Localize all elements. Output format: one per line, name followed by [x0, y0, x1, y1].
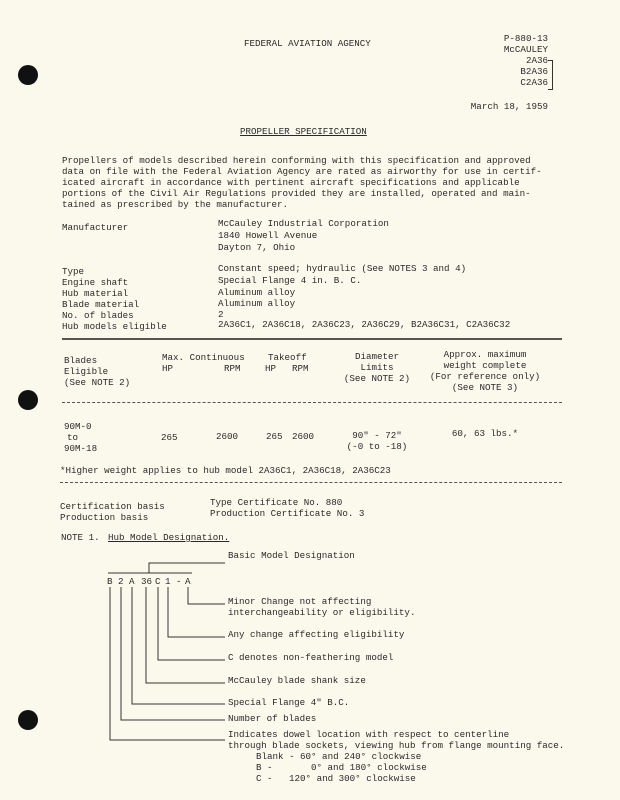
weight-footnote: *Higher weight applies to hub model 2A36C1, 2A36C18, 2A36C23 — [60, 465, 391, 476]
spec-value: Constant speed; hydraulic (See NOTES 3 and 4) — [218, 263, 467, 274]
cell-diameter: 90" - 72" — [352, 430, 402, 441]
intro-line: data on file with the Federal Aviation Agency are rated as airworthy for use in certif- — [62, 166, 542, 177]
legend-any-change: Any change affecting eligibility — [228, 629, 405, 640]
spec-label: Engine shaft — [62, 277, 129, 288]
cell-diameter: (-0 to -18) — [346, 441, 408, 452]
basis-value: Production Certificate No. 3 — [210, 508, 365, 519]
legend-basic: Basic Model Designation — [228, 550, 355, 561]
dowel-key: C - — [256, 773, 273, 784]
header-diameter: Limits — [360, 362, 394, 373]
basis-label: Production basis — [60, 512, 149, 523]
basis-value: Type Certificate No. 880 — [210, 497, 343, 508]
code-char: 2 — [118, 576, 124, 587]
manufacturer-label: Manufacturer — [62, 222, 129, 233]
code-char: - — [176, 576, 182, 587]
intro-line: icated aircraft in accordance with pertinent aircraft specifications and applicable — [62, 177, 520, 188]
header-weight: weight complete — [443, 360, 527, 371]
dowel-value: 60° and 240° clockwise — [300, 751, 422, 762]
code-char: C — [155, 576, 161, 587]
spec-label: No. of blades — [62, 310, 134, 321]
header-diameter: Diameter — [354, 351, 400, 362]
spec-value: 2 — [218, 309, 224, 320]
legend-flange: Special Flange 4" B.C. — [228, 697, 350, 708]
cell-blades: 90M-18 — [64, 443, 98, 454]
cell-max-rpm: 2600 — [216, 431, 239, 442]
dowel-key: B - — [256, 762, 273, 773]
spec-label: Type — [62, 266, 85, 277]
intro-line: tained as prescribed by the manufacturer. — [62, 199, 289, 210]
code-char: 1 — [165, 576, 171, 587]
spec-label: Hub models eligible — [62, 321, 167, 332]
maker: McCAULEY — [503, 44, 548, 55]
dowel-value: 120° and 300° clockwise — [289, 773, 416, 784]
code-char: A — [129, 576, 135, 587]
code-char: 36 — [141, 576, 153, 587]
cell-max-hp: 265 — [161, 432, 178, 443]
header-rpm: RPM — [292, 363, 309, 374]
header-blades: Blades — [64, 355, 98, 366]
cell-blades: 90M-0 — [64, 421, 92, 432]
intro-line: portions of the Civil Air Regulations provided they are installed, operated and main- — [62, 188, 531, 199]
header-hp: HP — [265, 363, 277, 374]
code-char: A — [185, 576, 191, 587]
legend-dowel: Indicates dowel location with respect to centerline — [228, 729, 510, 740]
spec-value: Aluminum alloy — [218, 287, 296, 298]
page-title: PROPELLER SPECIFICATION — [240, 126, 367, 137]
header-weight: (See NOTE 3) — [451, 382, 519, 393]
spec-label: Hub material — [62, 288, 129, 299]
header-weight: Approx. maximum — [443, 349, 527, 360]
manufacturer-line: 1840 Howell Avenue — [218, 230, 318, 241]
spec-label: Blade material — [62, 299, 140, 310]
intro-line: Propellers of models described herein conforming with this specification and approved — [62, 155, 531, 166]
note-title: Hub Model Designation. — [108, 532, 230, 543]
cell-weight: 60, 63 lbs.* — [451, 428, 519, 439]
dowel-key: Blank - — [256, 751, 295, 762]
legend-blades: Number of blades — [228, 713, 317, 724]
model: 2A36 — [525, 55, 548, 66]
header-blades: Eligible — [64, 366, 109, 377]
cell-blades: to — [67, 432, 79, 443]
legend-minor: interchangeability or eligibility. — [228, 607, 416, 618]
model: B2A36 — [520, 66, 548, 77]
legend-minor: Minor Change not affecting — [228, 596, 372, 607]
cell-takeoff-hp: 265 — [266, 431, 283, 442]
spec-value: 2A36C1, 2A36C18, 2A36C23, 2A36C29, B2A36C31, C2A36C32 — [218, 319, 511, 330]
header-max-continuous: Max. Continuous — [162, 352, 245, 363]
date: March 18, 1959 — [470, 101, 548, 112]
header-rpm: RPM — [224, 363, 241, 374]
spec-value: Aluminum alloy — [218, 298, 296, 309]
header-weight: (For reference only) — [429, 371, 541, 382]
code-char: B — [107, 576, 113, 587]
note-label: NOTE 1. — [61, 532, 100, 543]
model: C2A36 — [520, 77, 548, 88]
legend-shank: McCauley blade shank size — [228, 675, 366, 686]
agency-heading: FEDERAL AVIATION AGENCY — [244, 38, 371, 49]
manufacturer-line: McCauley Industrial Corporation — [218, 218, 389, 229]
header-blades: (See NOTE 2) — [64, 377, 131, 388]
header-hp: HP — [162, 363, 174, 374]
header-takeoff: Takeoff — [268, 352, 307, 363]
spec-value: Special Flange 4 in. B. C. — [218, 275, 362, 286]
manufacturer-line: Dayton 7, Ohio — [218, 242, 296, 253]
basis-label: Certification basis — [60, 501, 165, 512]
spec-number: P-880-13 — [503, 33, 548, 44]
dowel-value: 0° and 180° clockwise — [311, 762, 427, 773]
legend-c: C denotes non-feathering model — [228, 652, 394, 663]
cell-takeoff-rpm: 2600 — [292, 431, 315, 442]
legend-dowel: through blade sockets, viewing hub from flange mounting face. — [228, 740, 565, 751]
header-diameter: (See NOTE 2) — [343, 373, 411, 384]
